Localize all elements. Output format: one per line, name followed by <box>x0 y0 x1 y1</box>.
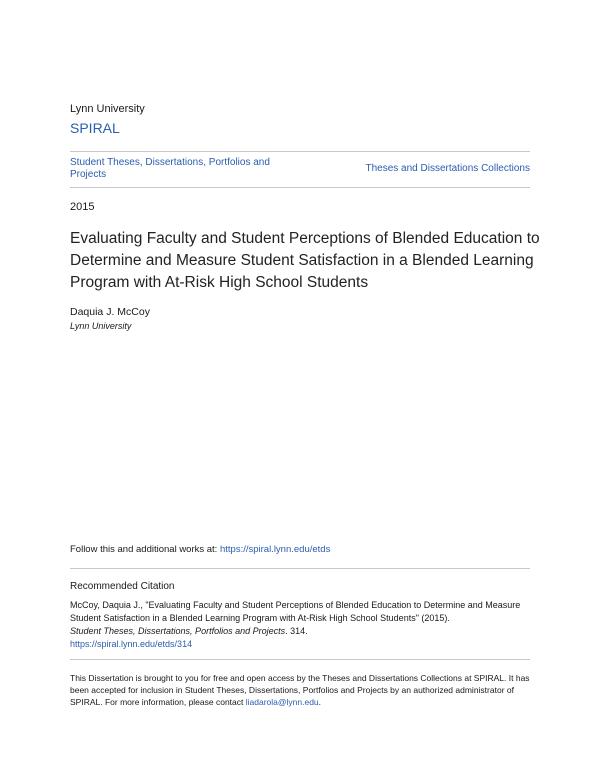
citation-number: . 314. <box>285 626 308 636</box>
citation-text: McCoy, Daquia J., "Evaluating Faculty and Student Perceptions of Blended Education to Determine and Measure Student Satisfaction in a Blended Learning Program with At-Risk High School Students" (2015). <box>70 600 521 623</box>
author-affiliation: Lynn University <box>70 321 132 331</box>
access-notice <box>70 672 540 708</box>
follow-text: Follow this and additional works at: <box>70 544 220 555</box>
repository-link[interactable]: SPIRAL <box>70 120 120 136</box>
contact-email-link[interactable]: liadarola@lynn.edu <box>245 697 319 707</box>
follow-line <box>70 544 330 555</box>
document-title: Evaluating Faculty and Student Perceptions of Blended Education to Determine and Measure Student Satisfaction in a Blended Learning Program with At-Risk High School Students <box>70 230 540 291</box>
notice-text: This Dissertation is brought to you for free and open access by the Theses and Dissertations Collections at SPIRAL. It has been accepted for inclusion in Student Theses, Dissertations, Portfolios and Projects by an authorized administrator of SPIRAL. For more information, please contact <box>70 673 530 707</box>
publication-year: 2015 <box>70 201 95 213</box>
citation-url-link[interactable]: https://spiral.lynn.edu/etds/314 <box>70 639 193 649</box>
collection-link[interactable]: Student Theses, Dissertations, Portfolios and Projects <box>70 157 270 180</box>
parent-collection-link[interactable]: Theses and Dissertations Collections <box>365 163 530 174</box>
citation-series: Student Theses, Dissertations, Portfolios and Projects <box>70 626 286 636</box>
divider-top <box>70 151 530 152</box>
institution-name: Lynn University <box>70 103 145 115</box>
divider-notice <box>70 659 530 660</box>
notice-end: . <box>318 697 322 707</box>
citation-block <box>70 599 540 651</box>
divider-citation <box>70 568 530 569</box>
citation-heading: Recommended Citation <box>70 581 175 592</box>
author-name: Daquia J. McCoy <box>70 306 150 318</box>
follow-url-link[interactable]: https://spiral.lynn.edu/etds <box>219 544 331 555</box>
divider-nav <box>70 187 530 188</box>
